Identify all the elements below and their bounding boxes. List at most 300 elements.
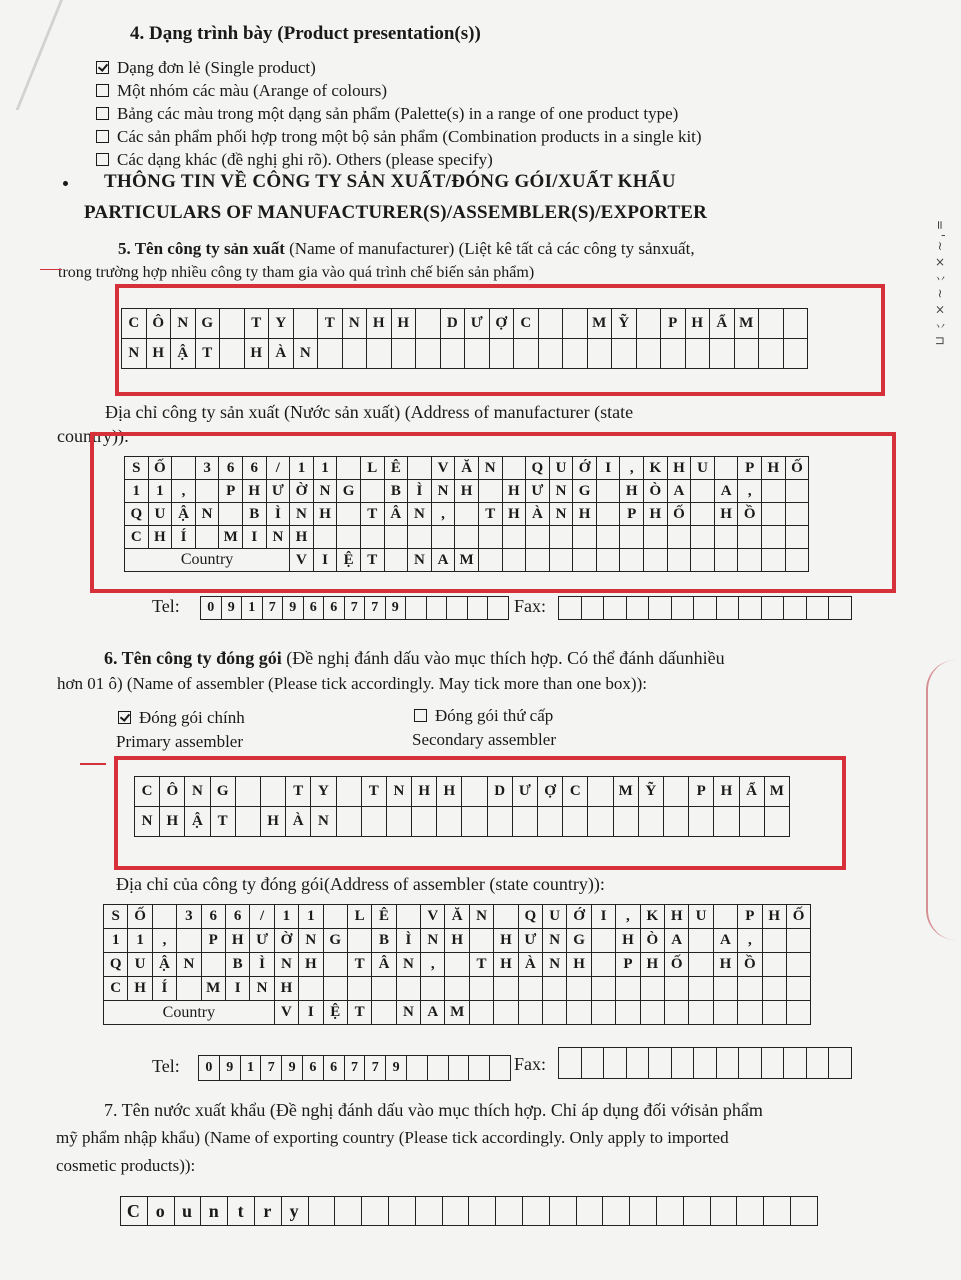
char-cell[interactable]: Ậ: [153, 953, 177, 977]
char-cell[interactable]: N: [397, 953, 421, 977]
char-cell[interactable]: [177, 977, 201, 1001]
char-cell[interactable]: Ớ: [573, 457, 597, 480]
char-cell[interactable]: N: [470, 905, 494, 929]
char-cell[interactable]: G: [567, 929, 591, 953]
char-cell[interactable]: [445, 953, 469, 977]
char-cell[interactable]: H: [494, 953, 518, 977]
char-cell[interactable]: [764, 1197, 791, 1226]
char-cell[interactable]: Â: [372, 953, 396, 977]
char-cell[interactable]: [397, 905, 421, 929]
char-cell[interactable]: H: [620, 480, 644, 503]
char-cell[interactable]: [445, 977, 469, 1001]
char-cell[interactable]: Â: [385, 503, 409, 526]
char-cell[interactable]: N: [550, 480, 574, 503]
char-cell[interactable]: Q: [104, 953, 128, 977]
char-cell[interactable]: Ớ: [567, 905, 591, 929]
char-cell[interactable]: I: [592, 905, 616, 929]
char-cell[interactable]: Ô: [147, 309, 172, 339]
char-cell[interactable]: [735, 339, 760, 369]
char-cell[interactable]: [582, 1048, 605, 1079]
char-cell[interactable]: [299, 977, 323, 1001]
char-cell[interactable]: 7: [345, 597, 366, 620]
char-cell[interactable]: C: [121, 1197, 148, 1226]
char-cell[interactable]: L: [361, 457, 385, 480]
char-cell[interactable]: D: [488, 777, 513, 807]
char-cell[interactable]: ,: [153, 929, 177, 953]
char-cell[interactable]: 6: [202, 905, 226, 929]
char-cell[interactable]: [786, 480, 810, 503]
char-cell[interactable]: H: [503, 480, 527, 503]
char-cell[interactable]: 1: [128, 929, 152, 953]
char-cell[interactable]: [762, 480, 786, 503]
char-cell[interactable]: [196, 480, 220, 503]
char-cell[interactable]: [503, 549, 527, 572]
char-cell[interactable]: À: [286, 807, 311, 837]
char-cell[interactable]: [490, 1056, 511, 1081]
char-cell[interactable]: [337, 526, 361, 549]
char-cell[interactable]: 1: [242, 597, 263, 620]
char-cell[interactable]: [324, 953, 348, 977]
char-cell[interactable]: 7: [365, 1056, 386, 1081]
char-cell[interactable]: N: [299, 929, 323, 953]
char-cell[interactable]: 1: [241, 1056, 262, 1081]
char-cell[interactable]: [597, 526, 621, 549]
manufacturer-fax-field[interactable]: [558, 596, 852, 620]
char-cell[interactable]: [462, 807, 487, 837]
char-cell[interactable]: T: [361, 503, 385, 526]
char-cell[interactable]: Ư: [267, 480, 291, 503]
char-cell[interactable]: 1: [104, 929, 128, 953]
char-cell[interactable]: H: [392, 309, 417, 339]
char-cell[interactable]: [479, 480, 503, 503]
char-cell[interactable]: [689, 807, 714, 837]
char-cell[interactable]: D: [441, 309, 466, 339]
char-cell[interactable]: [550, 549, 574, 572]
char-cell[interactable]: n: [201, 1197, 228, 1226]
char-cell[interactable]: [408, 526, 432, 549]
char-cell[interactable]: Ậ: [172, 503, 196, 526]
char-cell[interactable]: S: [104, 905, 128, 929]
char-cell[interactable]: H: [226, 929, 250, 953]
char-cell[interactable]: [694, 1048, 717, 1079]
char-cell[interactable]: [408, 457, 432, 480]
char-cell[interactable]: 1: [275, 905, 299, 929]
char-cell[interactable]: Ố: [787, 905, 811, 929]
char-cell[interactable]: ,: [616, 905, 640, 929]
char-cell[interactable]: [665, 1001, 689, 1025]
char-cell[interactable]: [543, 977, 567, 1001]
char-cell[interactable]: [714, 977, 738, 1001]
char-cell[interactable]: À: [519, 953, 543, 977]
char-cell[interactable]: Y: [269, 309, 294, 339]
char-cell[interactable]: P: [620, 503, 644, 526]
char-cell[interactable]: o: [148, 1197, 175, 1226]
char-cell[interactable]: [627, 1048, 650, 1079]
char-cell[interactable]: G: [211, 777, 236, 807]
manufacturer-tel-field[interactable]: [200, 596, 509, 620]
char-cell[interactable]: [196, 526, 220, 549]
char-cell[interactable]: H: [494, 929, 518, 953]
char-cell[interactable]: [691, 526, 715, 549]
char-cell[interactable]: [603, 1197, 630, 1226]
char-cell[interactable]: [588, 777, 613, 807]
char-cell[interactable]: y: [282, 1197, 309, 1226]
char-cell[interactable]: [664, 777, 689, 807]
char-cell[interactable]: [470, 1001, 494, 1025]
char-cell[interactable]: [738, 977, 762, 1001]
char-cell[interactable]: Ờ: [290, 480, 314, 503]
char-cell[interactable]: N: [311, 807, 336, 837]
char-cell[interactable]: [763, 953, 787, 977]
char-cell[interactable]: À: [269, 339, 294, 369]
char-cell[interactable]: t: [228, 1197, 255, 1226]
char-cell[interactable]: M: [445, 1001, 469, 1025]
char-cell[interactable]: H: [314, 503, 338, 526]
char-cell[interactable]: Ỹ: [639, 777, 664, 807]
char-cell[interactable]: V: [275, 1001, 299, 1025]
char-cell[interactable]: [672, 597, 695, 620]
assembler-name-grid[interactable]: [134, 776, 790, 837]
char-cell[interactable]: [519, 977, 543, 1001]
char-cell[interactable]: [563, 339, 588, 369]
char-cell[interactable]: H: [567, 953, 591, 977]
char-cell[interactable]: [387, 807, 412, 837]
char-cell[interactable]: 7: [263, 597, 284, 620]
char-cell[interactable]: [763, 977, 787, 1001]
char-cell[interactable]: [573, 526, 597, 549]
char-cell[interactable]: N: [122, 339, 147, 369]
char-cell[interactable]: Q: [519, 905, 543, 929]
char-cell[interactable]: C: [122, 309, 147, 339]
char-cell[interactable]: 6: [324, 597, 345, 620]
char-cell[interactable]: P: [738, 457, 762, 480]
char-cell[interactable]: B: [372, 929, 396, 953]
char-cell[interactable]: V: [432, 457, 456, 480]
char-cell[interactable]: N: [432, 480, 456, 503]
char-cell[interactable]: H: [686, 309, 711, 339]
char-cell[interactable]: M: [614, 777, 639, 807]
char-cell[interactable]: H: [715, 503, 739, 526]
char-cell[interactable]: [627, 597, 650, 620]
char-cell[interactable]: 6: [219, 457, 243, 480]
char-cell[interactable]: Ệ: [324, 1001, 348, 1025]
char-cell[interactable]: [362, 807, 387, 837]
char-cell[interactable]: [385, 549, 409, 572]
char-cell[interactable]: [503, 526, 527, 549]
char-cell[interactable]: [372, 977, 396, 1001]
char-cell[interactable]: [236, 807, 261, 837]
char-cell[interactable]: Ợ: [490, 309, 515, 339]
char-cell[interactable]: [684, 1197, 711, 1226]
char-cell[interactable]: [807, 597, 830, 620]
char-cell[interactable]: r: [255, 1197, 282, 1226]
char-cell[interactable]: [739, 597, 762, 620]
char-cell[interactable]: U: [550, 457, 574, 480]
char-cell[interactable]: [582, 597, 605, 620]
char-cell[interactable]: [686, 339, 711, 369]
char-cell[interactable]: Ă: [445, 905, 469, 929]
char-cell[interactable]: [784, 339, 809, 369]
char-cell[interactable]: [539, 309, 564, 339]
char-cell[interactable]: B: [385, 480, 409, 503]
char-cell[interactable]: [689, 1001, 713, 1025]
char-cell[interactable]: [637, 339, 662, 369]
char-cell[interactable]: [597, 503, 621, 526]
char-cell[interactable]: [416, 309, 441, 339]
char-cell[interactable]: [470, 977, 494, 1001]
char-cell[interactable]: H: [275, 977, 299, 1001]
char-cell[interactable]: A: [432, 549, 456, 572]
char-cell[interactable]: [324, 905, 348, 929]
char-cell[interactable]: H: [668, 457, 692, 480]
char-cell[interactable]: [412, 807, 437, 837]
char-cell[interactable]: Í: [172, 526, 196, 549]
char-cell[interactable]: [470, 929, 494, 953]
char-cell[interactable]: [787, 953, 811, 977]
char-cell[interactable]: 6: [226, 905, 250, 929]
char-cell[interactable]: I: [299, 1001, 323, 1025]
char-cell[interactable]: M: [202, 977, 226, 1001]
char-cell[interactable]: ,: [620, 457, 644, 480]
char-cell[interactable]: ,: [738, 929, 762, 953]
char-cell[interactable]: [644, 526, 668, 549]
char-cell[interactable]: À: [526, 503, 550, 526]
char-cell[interactable]: Ư: [526, 480, 550, 503]
char-cell[interactable]: Ố: [668, 503, 692, 526]
char-cell[interactable]: N: [397, 1001, 421, 1025]
char-cell[interactable]: N: [135, 807, 160, 837]
char-cell[interactable]: [416, 339, 441, 369]
char-cell[interactable]: [567, 1001, 591, 1025]
char-cell[interactable]: 7: [261, 1056, 282, 1081]
char-cell[interactable]: Ệ: [337, 549, 361, 572]
char-cell[interactable]: [665, 977, 689, 1001]
char-cell[interactable]: [740, 807, 765, 837]
char-cell[interactable]: [236, 777, 261, 807]
char-cell[interactable]: [592, 977, 616, 1001]
char-cell[interactable]: H: [665, 905, 689, 929]
char-cell[interactable]: [592, 953, 616, 977]
char-cell[interactable]: [829, 1048, 852, 1079]
char-cell[interactable]: [738, 1001, 762, 1025]
char-cell[interactable]: Ẩ: [740, 777, 765, 807]
char-cell[interactable]: [314, 526, 338, 549]
char-cell[interactable]: K: [644, 457, 668, 480]
char-cell[interactable]: 9: [386, 1056, 407, 1081]
char-cell[interactable]: [449, 1056, 470, 1081]
char-cell[interactable]: P: [616, 953, 640, 977]
char-cell[interactable]: H: [290, 526, 314, 549]
char-cell[interactable]: [513, 807, 538, 837]
char-cell[interactable]: [428, 1056, 449, 1081]
char-cell[interactable]: [523, 1197, 550, 1226]
char-cell[interactable]: [763, 929, 787, 953]
checkbox[interactable]: [96, 130, 109, 143]
char-cell[interactable]: [612, 339, 637, 369]
char-cell[interactable]: Ố: [786, 457, 810, 480]
char-cell[interactable]: H: [616, 929, 640, 953]
char-cell[interactable]: [763, 1001, 787, 1025]
char-cell[interactable]: C: [135, 777, 160, 807]
char-cell[interactable]: [392, 339, 417, 369]
char-cell[interactable]: [786, 549, 810, 572]
char-cell[interactable]: 1: [125, 480, 149, 503]
char-cell[interactable]: 0: [199, 1056, 220, 1081]
char-cell[interactable]: P: [661, 309, 686, 339]
char-cell[interactable]: Ò: [641, 929, 665, 953]
char-cell[interactable]: 7: [365, 597, 386, 620]
char-cell[interactable]: [784, 1048, 807, 1079]
char-cell[interactable]: N: [387, 777, 412, 807]
assembler-address-grid[interactable]: [103, 904, 811, 1025]
char-cell[interactable]: [762, 503, 786, 526]
char-cell[interactable]: H: [367, 309, 392, 339]
char-cell[interactable]: u: [175, 1197, 202, 1226]
char-cell[interactable]: I: [226, 977, 250, 1001]
char-cell[interactable]: [465, 339, 490, 369]
char-cell[interactable]: [786, 526, 810, 549]
char-cell[interactable]: [644, 549, 668, 572]
char-cell[interactable]: G: [337, 480, 361, 503]
char-cell[interactable]: [715, 457, 739, 480]
presentation-option[interactable]: [96, 81, 387, 101]
char-cell[interactable]: [337, 503, 361, 526]
char-cell[interactable]: U: [689, 905, 713, 929]
char-cell[interactable]: [361, 480, 385, 503]
char-cell[interactable]: [616, 977, 640, 1001]
char-cell[interactable]: [765, 807, 790, 837]
char-cell[interactable]: [337, 807, 362, 837]
char-cell[interactable]: [714, 807, 739, 837]
char-cell[interactable]: [539, 339, 564, 369]
char-cell[interactable]: [604, 1048, 627, 1079]
char-cell[interactable]: [597, 549, 621, 572]
char-cell[interactable]: Q: [526, 457, 550, 480]
char-cell[interactable]: N: [275, 953, 299, 977]
assembler-tel-field[interactable]: [198, 1055, 511, 1081]
char-cell[interactable]: [462, 777, 487, 807]
char-cell[interactable]: [469, 1197, 496, 1226]
char-cell[interactable]: [490, 339, 515, 369]
char-cell[interactable]: [649, 1048, 672, 1079]
char-cell[interactable]: G: [324, 929, 348, 953]
char-cell[interactable]: [543, 1001, 567, 1025]
char-cell[interactable]: [762, 1048, 785, 1079]
char-cell[interactable]: [614, 807, 639, 837]
char-cell[interactable]: [759, 309, 784, 339]
char-cell[interactable]: [592, 929, 616, 953]
char-cell[interactable]: 1: [299, 905, 323, 929]
char-cell[interactable]: 9: [386, 597, 407, 620]
char-cell[interactable]: N: [543, 953, 567, 977]
char-cell[interactable]: 3: [177, 905, 201, 929]
char-cell[interactable]: N: [177, 953, 201, 977]
char-cell[interactable]: 9: [282, 1056, 303, 1081]
char-cell[interactable]: [672, 1048, 695, 1079]
char-cell[interactable]: [791, 1197, 818, 1226]
char-cell[interactable]: [372, 1001, 396, 1025]
char-cell[interactable]: H: [245, 339, 270, 369]
char-cell[interactable]: [649, 597, 672, 620]
char-cell[interactable]: T: [245, 309, 270, 339]
char-cell[interactable]: P: [738, 905, 762, 929]
char-cell[interactable]: T: [211, 807, 236, 837]
char-cell[interactable]: [220, 309, 245, 339]
char-cell[interactable]: V: [290, 549, 314, 572]
char-cell[interactable]: [661, 339, 686, 369]
char-cell[interactable]: N: [267, 526, 291, 549]
char-cell[interactable]: [397, 977, 421, 1001]
char-cell[interactable]: Ê: [372, 905, 396, 929]
char-cell[interactable]: [479, 549, 503, 572]
char-cell[interactable]: ,: [172, 480, 196, 503]
char-cell[interactable]: [468, 597, 489, 620]
char-cell[interactable]: [710, 339, 735, 369]
char-cell[interactable]: [503, 457, 527, 480]
char-cell[interactable]: [550, 526, 574, 549]
char-cell[interactable]: N: [408, 549, 432, 572]
char-cell[interactable]: I: [243, 526, 267, 549]
char-cell[interactable]: U: [543, 905, 567, 929]
primary-assembler-checkbox[interactable]: [118, 711, 131, 724]
char-cell[interactable]: Ư: [465, 309, 490, 339]
manufacturer-name-grid[interactable]: [121, 308, 808, 369]
char-cell[interactable]: [739, 1048, 762, 1079]
char-cell[interactable]: ,: [421, 953, 445, 977]
char-cell[interactable]: Ồ: [738, 953, 762, 977]
char-cell[interactable]: [389, 1197, 416, 1226]
char-cell[interactable]: [337, 777, 362, 807]
char-cell[interactable]: [689, 977, 713, 1001]
char-cell[interactable]: [514, 339, 539, 369]
char-cell[interactable]: Ố: [128, 905, 152, 929]
char-cell[interactable]: L: [348, 905, 372, 929]
char-cell[interactable]: N: [290, 503, 314, 526]
char-cell[interactable]: [786, 503, 810, 526]
char-cell[interactable]: [762, 597, 785, 620]
char-cell[interactable]: [784, 597, 807, 620]
char-cell[interactable]: [588, 339, 613, 369]
char-cell[interactable]: T: [479, 503, 503, 526]
char-cell[interactable]: C: [514, 309, 539, 339]
char-cell[interactable]: [784, 309, 809, 339]
char-cell[interactable]: A: [714, 929, 738, 953]
char-cell[interactable]: [694, 597, 717, 620]
char-cell[interactable]: H: [445, 929, 469, 953]
char-cell[interactable]: [407, 1056, 428, 1081]
char-cell[interactable]: N: [543, 929, 567, 953]
char-cell[interactable]: [153, 905, 177, 929]
char-cell[interactable]: [343, 339, 368, 369]
char-cell[interactable]: P: [219, 480, 243, 503]
char-cell[interactable]: 1: [314, 457, 338, 480]
char-cell[interactable]: G: [573, 480, 597, 503]
char-cell[interactable]: [220, 339, 245, 369]
char-cell[interactable]: [526, 549, 550, 572]
char-cell[interactable]: [637, 309, 662, 339]
char-cell[interactable]: [714, 905, 738, 929]
char-cell[interactable]: N: [479, 457, 503, 480]
char-cell[interactable]: M: [219, 526, 243, 549]
char-cell[interactable]: [406, 597, 427, 620]
checkbox[interactable]: [96, 84, 109, 97]
char-cell[interactable]: G: [196, 309, 221, 339]
char-cell[interactable]: C: [563, 777, 588, 807]
char-cell[interactable]: 6: [304, 597, 325, 620]
char-cell[interactable]: [202, 953, 226, 977]
char-cell[interactable]: T: [362, 777, 387, 807]
char-cell[interactable]: /: [267, 457, 291, 480]
